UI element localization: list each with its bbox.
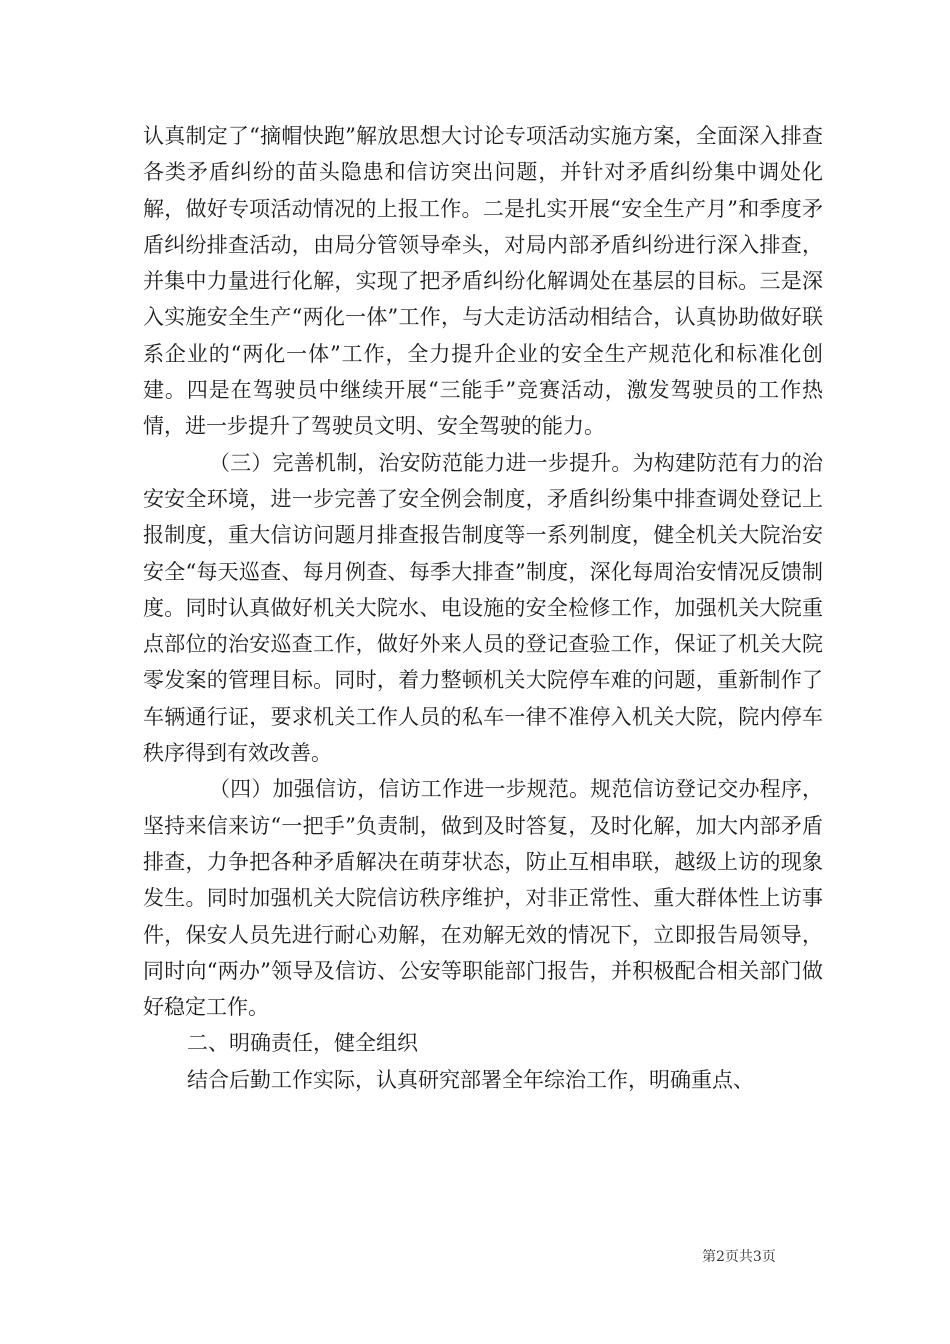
paragraph-section-three: （三）完善机制，治安防范能力进一步提升。为构建防范有力的治安安全环境，进一步完善了安全例会制度，矛盾纠纷集中排查调处登记上报制度，重大信访问题月排查报告制度等一系列制度，健全机关大院治安安全“每天巡查、每月例查、每季大排查”制度，深化每周治安情况反馈制度。同时认真做好机关大院水、电设施的安全检修工作，加强机关大院重点部位的治安巡查工作，做好外来人员的登记查验工作，保证了机关大院零发案的管理目标。同时，着力整顿机关大院停车难的问题，重新制作了车辆通行证，要求机关工作人员的私车一律不准停入机关大院，院内停车秩序得到有效改善。 xyxy=(143,450,823,766)
document-body xyxy=(143,118,823,1098)
page-number-footer: 第2页共3页 xyxy=(702,1249,776,1265)
paragraph-section-four: （四）加强信访，信访工作进一步规范。规范信访登记交办程序，坚持来信来访“一把手”负责制，做到及时答复，及时化解，加大内部矛盾排查，力争把各种矛盾解决在萌芽状态，防止互相串联，越级上访的现象发生。同时加强机关大院信访秩序维护，对非正常性、重大群体性上访事件，保安人员先进行耐心劝解，在劝解无效的情况下，立即报告局领导，同时向“两办”领导及信访、公安等职能部门报告，并积极配合相关部门做好稳定工作。 xyxy=(143,777,823,1020)
section-heading-two: 二、明确责任，健全组织 xyxy=(187,1031,418,1056)
paragraph-section-two-start: 结合后勤工作实际，认真研究部署全年综治工作，明确重点、 xyxy=(187,1067,754,1092)
paragraph-continuation: 认真制定了“摘帽快跑”解放思想大讨论专项活动实施方案，全面深入排查各类矛盾纠纷的苗头隐患和信访突出问题，并针对矛盾纠纷集中调处化解，做好专项活动情况的上报工作。二是扎实开展“安全生产月”和季度矛盾纠纷排查活动，由局分管领导牵头，对局内部矛盾纠纷进行深入排查，并集中力量进行化解，实现了把矛盾纠纷化解调处在基层的目标。三是深入实施安全生产“两化一体”工作，与大走访活动相结合，认真协助做好联系企业的“两化一体”工作，全力提升企业的安全生产规范化和标准化创建。四是在驾驶员中继续开展“三能手”竞赛活动，激发驾驶员的工作热情，进一步提升了驾驶员文明、安全驾驶的能力。 xyxy=(143,124,823,439)
